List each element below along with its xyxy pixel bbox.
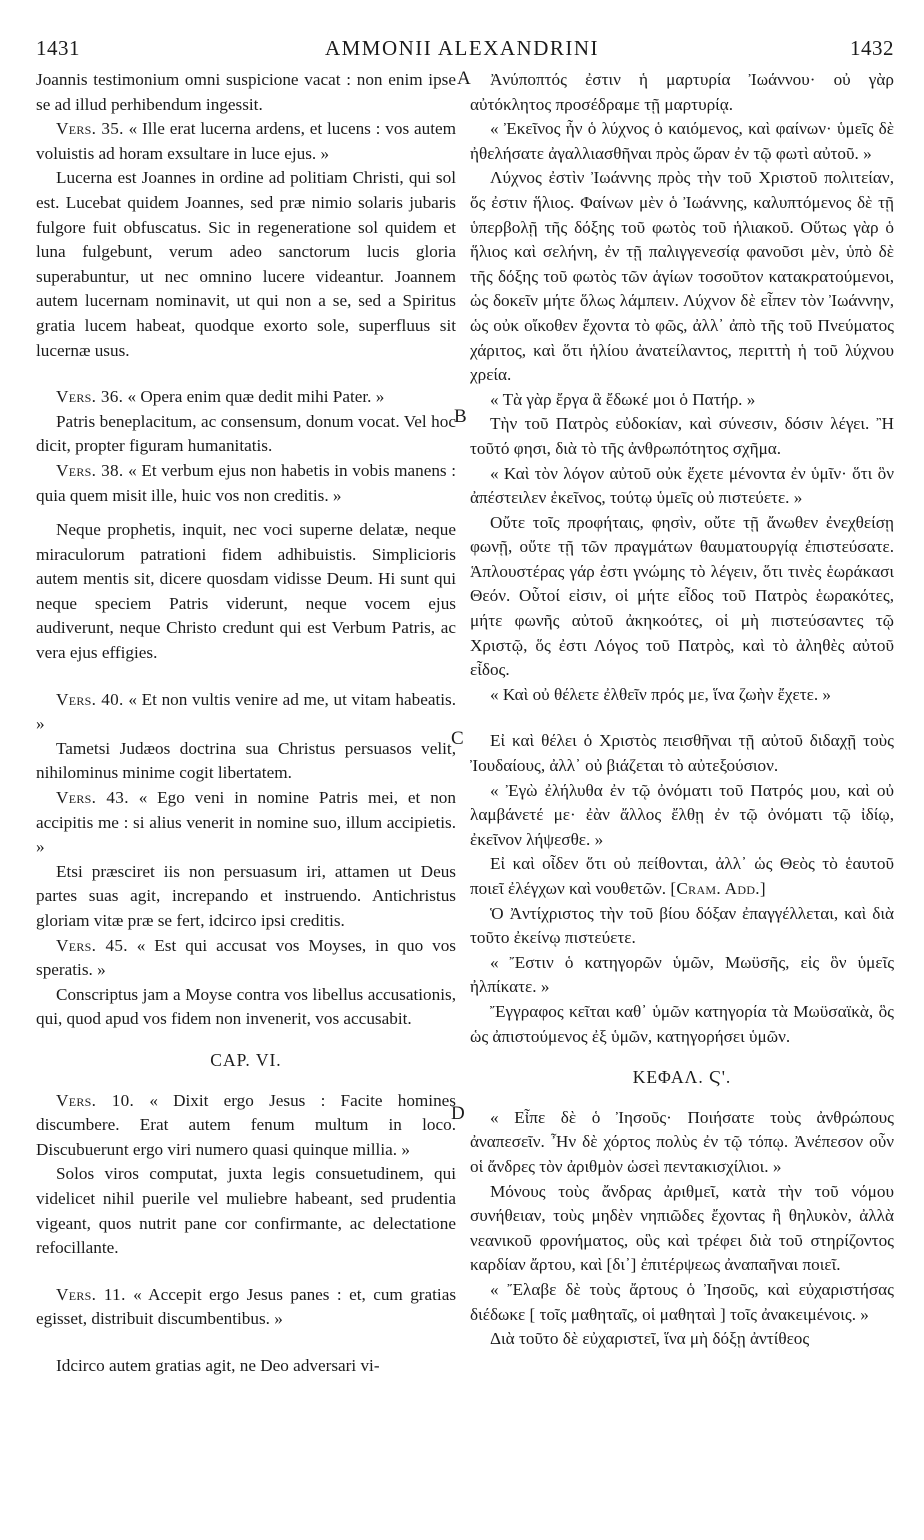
latin-commentary-11: Idcirco autem gratias agit, ne Deo adversari vi- xyxy=(56,1355,380,1375)
verse-label: Vers. 38. xyxy=(56,460,124,480)
latin-verse-38 xyxy=(36,459,456,508)
latin-verse-45 xyxy=(36,934,456,983)
margin-marker-a: A xyxy=(457,68,471,89)
verse-text: « Et verbum ejus non habetis in vobis manens : quia quem misit ille, huic vos non creditis. » xyxy=(36,460,456,505)
verse-label: Vers. 36. xyxy=(56,387,124,407)
greek-verse-40: « Καὶ οὐ θέλετε ἐλθεῖν πρός με, ἵνα ζωὴν ἔχετε. » xyxy=(490,684,832,704)
greek-column xyxy=(470,68,894,1352)
greek-commentary-10: Μόνους τοὺς ἄνδρας ἀριθμεῖ, κατὰ τὴν τοῦ νόμου συνήθειαν, τοὺς μηδὲν νηπιῶδες ἔχοντας ἢ θηλυκὸν, ἀλλὰ νεανικοῦ φρονήματος, οὓς καὶ τρέφει διὰ τοῦ στηρίζοντος καρδίαν ἄρτου, καὶ [δι᾽] ἐπιτέρψεως ἀναπαῆναι ποιεῖ. xyxy=(470,1181,894,1275)
latin-verse-11 xyxy=(36,1283,456,1332)
verse-text: « Et non vultis venire ad me, ut vitam habeatis. » xyxy=(36,689,457,734)
verse-label: Vers. 43. xyxy=(56,788,129,808)
chapter-heading-greek: ΚΕΦΑΛ. Ϛ'. xyxy=(632,1067,732,1088)
page-number-right: 1432 xyxy=(850,36,894,60)
page-number-left: 1431 xyxy=(36,36,80,60)
latin-commentary-10: Solos viros computat, juxta legis consuetudinem, qui videlicet nihil puerile vel muliebre habeant, sed prudentia vigeant, quos nutrit pane cor confirmante, ac delectatione refocillante. xyxy=(36,1164,456,1258)
verse-text: « Ille erat lucerna ardens, et lucens : vos autem voluistis ad horam exsultare in luce ejus. » xyxy=(36,119,456,163)
greek-verse-36: « Τὰ γὰρ ἔργα ἃ ἔδωκέ μοι ὁ Πατήρ. » xyxy=(490,389,756,409)
greek-verse-38: « Καὶ τὸν λόγον αὐτοῦ οὐκ ἔχετε μένοντα ἐν ὑμῖν· ὅτι ὃν ἀπέστειλεν ἐκεῖνος, τούτῳ ὑμεῖς οὐ πιστεύετε. » xyxy=(470,463,894,508)
latin-commentary-35: Lucerna est Joannes in ordine ad politiam Christi, qui sol est. Lucebat quidem Joannes, sed præ nimio solaris jubaris fulgore fuit obfuscatus. Sic in regeneratione sol quidem et luna fulgebunt, verum adeo sanctorum lucis gloria superabuntur, ut nec omnino lucere videantur. Joannem autem lucernam nominavit, ut qui non a se, sed a Spiritus gratia lucem habeat, quodque exorto sole, superfluus sit lucernæ usus. xyxy=(36,168,456,360)
latin-commentary-38: Neque prophetis, inquit, nec voci superne delatæ, neque miraculorum patrationi fidem adhibuistis. Simplicioris autem mentis sit, dicere quosdam vidisse Deum. Hi sunt qui neque speciem Patris viderunt, neque vocem ejus audiverunt, neque Christo credunt qui est Verbum Patris, ac vera ejus effigies. xyxy=(36,520,456,663)
latin-commentary-43: Etsi præsciret iis non persuasum iri, attamen ut Deus partes suas agit, increpando et instruendo. Antichristus gloriam vitæ præ se fert, idcirco ipsi creditis. xyxy=(36,861,456,930)
latin-verse-40 xyxy=(36,688,456,737)
greek-paragraph: Ἀνύποπτός ἐστιν ἡ μαρτυρία Ἰωάννου· οὐ γὰρ αὐτόκλητος προσέδραμε τῇ μαρτυρίᾳ. xyxy=(470,70,894,114)
running-title: AMMONII ALEXANDRINI xyxy=(324,36,600,60)
greek-commentary-35: Λύχνος ἐστὶν Ἰωάννης πρὸς τὴν τοῦ Χριστοῦ πολιτείαν, ὅς ἐστιν ἥλιος. Φαίνων μὲν ὁ Ἰωάννης, καλυπτόμενος δὲ τῇ ὑπερβολῇ τῆς δόξης τοῦ φωτὸς τοῦ ἡλιακοῦ. Οὕτως γὰρ ὁ ἥλιος καὶ σελήνη, ἐν τῇ παλιγγενεσίᾳ φανοῦσι μὲν, ὑπὸ δὲ τῆς δόξης τοῦ φωτὸς τῶν ἁγίων τοσοῦτον κατακρατούμενοι, ὡς δοκεῖν μήτε ὅλως λάμπειν. Λύχνον δὲ εἶπεν τὸν Ἰωάννην, ὡς οὐκ οἴκοθεν ἔχοντα τὸ φῶς, ἀλλ᾽ ἀπὸ τῆς τοῦ Πνεύματος χάριτος, καὶ ὅτι ἡλίου ἀνατείλαντος, περιττὴ ἡ τοῦ λύχνου χρεία. xyxy=(470,168,894,385)
commentary-text: Εἰ καὶ οἶδεν ὅτι οὐ πείθονται, ἀλλ᾽ ὡς Θεὸς τὸ ἑαυτοῦ ποιεῖ ἐλέγχων καὶ νουθετῶν. xyxy=(470,854,894,898)
verse-text: « Dixit ergo Jesus : Facite homines discumbere. Erat autem fenum multum in loco. Discubuerunt ergo viri numero quasi quinque millia. » xyxy=(36,1090,456,1159)
margin-marker-d: D xyxy=(451,1103,465,1124)
greek-commentary-40: Εἰ καὶ θέλει ὁ Χριστὸς πεισθῆναι τῇ αὐτοῦ διδαχῇ τοὺς Ἰουδαίους, ἀλλ᾽ οὐ βιάζεται τὸ αὐτεξούσιον. xyxy=(470,731,894,776)
greek-commentary-43 xyxy=(470,852,894,901)
latin-verse-35 xyxy=(36,117,456,166)
greek-verse-35: « Ἐκεῖνος ἦν ὁ λύχνος ὁ καιόμενος, καὶ φαίνων· ὑμεῖς δὲ ἠθελήσατε ἀγαλλιασθῆναι πρὸς ὥραν ἐν τῷ φωτὶ αὐτοῦ. » xyxy=(470,119,894,163)
latin-commentary-40: Tametsi Judæos doctrina sua Christus persuasos velit, nihilominus minime cogit libertatem. xyxy=(36,738,456,783)
source-reference: [Cram. Add.] xyxy=(670,879,766,898)
verse-text: « Opera enim quæ dedit mihi Pater. » xyxy=(127,387,385,407)
verse-text: « Est qui accusat vos Moyses, in quo vos speratis. » xyxy=(36,935,456,980)
margin-marker-c: C xyxy=(451,728,464,749)
verse-label: Vers. 11. xyxy=(56,1284,126,1304)
greek-verse-11: « Ἔλαβε δὲ τοὺς ἄρτους ὁ Ἰησοῦς, καὶ εὐχαριστήσας διέδωκε [ τοῖς μαθηταῖς, οἱ μαθηταὶ ] τοῖς ἀνακειμένοις. » xyxy=(470,1279,894,1324)
greek-commentary-43b: Ὁ Ἀντίχριστος τὴν τοῦ βίου δόξαν ἐπαγγέλλεται, καὶ διὰ τοῦτο ἐκείνῳ πιστεύετε. xyxy=(470,903,894,948)
latin-commentary-45: Conscriptus jam a Moyse contra vos libellus accusationis, qui, quod apud vos fidem non invenerit, vos accusabit. xyxy=(36,984,456,1029)
chapter-heading-latin: CAP. VI. xyxy=(210,1049,282,1070)
verse-label: Vers. 45. xyxy=(56,935,128,955)
greek-commentary-36: Τὴν τοῦ Πατρὸς εὐδοκίαν, καὶ σύνεσιν, δόσιν λέγει. Ἢ τοῦτό φησι, διὰ τὸ τῆς ἀνθρωπότητος σχῆμα. xyxy=(470,414,894,458)
latin-commentary-36: Patris beneplacitum, ac consensum, donum vocat. Vel hoc dicit, propter figuram humanitatis. xyxy=(36,411,456,456)
page-header xyxy=(0,28,924,68)
verse-label: Vers. 10. xyxy=(56,1090,135,1110)
verse-text: « Accepit ergo Jesus panes : et, cum gratias egisset, distribuit discumbentibus. » xyxy=(36,1284,457,1329)
latin-verse-36 xyxy=(36,385,456,410)
greek-verse-45: « Ἔστιν ὁ κατηγορῶν ὑμῶν, Μωϋσῆς, εἰς ὃν ὑμεῖς ἠλπίκατε. » xyxy=(470,952,894,997)
latin-verse-43 xyxy=(36,786,456,860)
greek-verse-10: « Εἶπε δὲ ὁ Ἰησοῦς· Ποιήσατε τοὺς ἀνθρώπους ἀναπεσεῖν. Ἦν δὲ χόρτος πολὺς ἐν τῷ τόπῳ. Ἀνέπεσον οὖν οἱ ἄνδρες τὸν ἀριθμὸν ὡσεὶ πεντακισχίλιοι. » xyxy=(470,1107,894,1176)
latin-verse-10 xyxy=(36,1089,456,1163)
latin-paragraph: Joannis testimonium omni suspicione vacat : non enim ipse se ad illud perhibendum ingessit. xyxy=(36,70,456,114)
verse-label: Vers. 40. xyxy=(56,689,124,709)
latin-column xyxy=(36,68,456,1379)
greek-commentary-11: Διὰ τοῦτο δὲ εὐχαριστεῖ, ἵνα μὴ δόξῃ ἀντίθεος xyxy=(490,1329,810,1349)
greek-commentary-45: Ἔγγραφος κεῖται καθ᾽ ὑμῶν κατηγορία τὰ Μωϋσαϊκὰ, ὃς ὡς ἀπιστούμενος ἐξ ὑμῶν, κατηγορήσει ὑμῶν. xyxy=(470,1001,894,1046)
verse-text: « Ego veni in nomine Patris mei, et non accipitis me : si alius venerit in nomine suo, illum accipietis. » xyxy=(36,788,456,857)
verse-label: Vers. 35. xyxy=(56,119,124,139)
margin-marker-b: B xyxy=(454,406,467,427)
greek-verse-43: « Ἐγὼ ἐλήλυθα ἐν τῷ ὀνόματι τοῦ Πατρός μου, καὶ οὐ λαμβάνετέ με· ἐὰν ἄλλος ἔλθῃ ἐν τῷ ὀνόματι τῷ ἰδίῳ, ἐκεῖνον λήψεσθε. » xyxy=(470,780,894,849)
greek-commentary-38: Οὔτε τοῖς προφήταις, φησὶν, οὔτε τῇ ἄνωθεν ἐνεχθείσῃ φωνῇ, οὔτε τῇ τῶν πραγμάτων θαυματουργίᾳ ἐπιστεύσατε. Ἁπλουστέρας γάρ ἐστι γνώμης τὸ λέγειν, ὅτι τινὲς ἑωράκασι Θεόν. Οὗτοί εἰσιν, οἱ μήτε εἶδος τοῦ Πατρὸς ἑωρακότες, μήτε φωνῆς αὐτοῦ ἀκηκοότες, οἱ μὴ πιστεύσαντες τῷ Χριστῷ, ὅς ἐστι Λόγος τοῦ Πατρὸς, καὶ τὸ ἀληθὲς αὐτοῦ εἶδος. xyxy=(470,512,894,680)
